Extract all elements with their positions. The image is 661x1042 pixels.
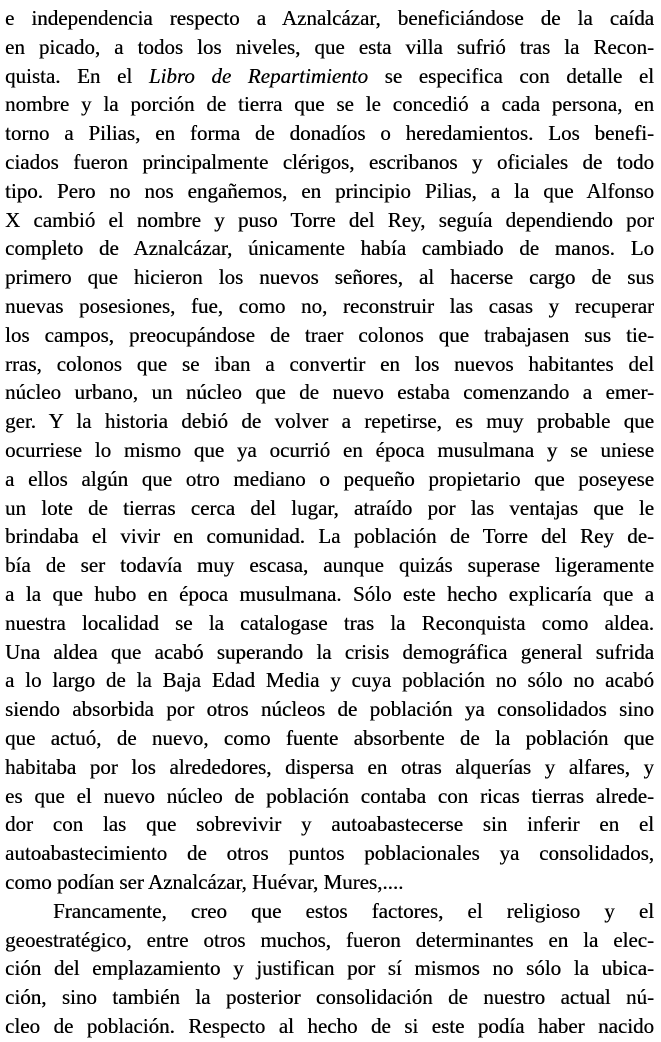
text-line [5,206,654,235]
paragraph [5,4,654,897]
text-line [5,638,654,667]
text-line [5,90,654,119]
text-segment: autoabastecimiento de otros puntos poblacionales ya consolidados, [5,841,654,866]
text-segment: ocurriese lo mismo que ya ocurrió en época musulmana y se uniese [5,437,654,462]
text-line [5,609,654,638]
text-segment: nuevas posesiones, fue, como no, reconstruir las casas y recuperar [5,293,654,318]
text-segment: tipo. Pero no nos engañemos, en principio Pilias, a la que Alfonso [5,178,654,203]
text-segment: ción del emplazamiento y justifican por sí mismos no sólo la ubica- [5,956,654,981]
text-segment: un lote de tierras cerca del lugar, atraído por las ventajas que le [5,495,654,520]
text-line [5,753,654,782]
text-segment: torno a Pilias, en forma de donadíos o heredamientos. Los benefi- [5,121,654,146]
text-line [5,666,654,695]
text-segment: X cambió el nombre y puso Torre del Rey, seguía dependiendo por [5,207,654,232]
text-line [5,350,654,379]
text-segment: Francamente, creo que estos factores, el religioso y el [53,898,654,923]
text-line [5,119,654,148]
text-segment: ciados fueron principalmente clérigos, escribanos y oficiales de todo [5,149,654,174]
text-line [5,782,654,811]
text-line [5,378,654,407]
text-line [5,724,654,753]
text-line [5,292,654,321]
text-line [5,177,654,206]
text-line [5,551,654,580]
text-segment: cleo de población. Respecto al hecho de si este podía haber nacido [5,1013,654,1038]
text-segment: primero que hicieron los nuevos señores, al hacerse cargo de sus [5,265,654,290]
text-segment: ger. Y la historia debió de volver a repetirse, es muy probable que [5,409,654,434]
text-line [5,926,654,955]
text-segment: Una aldea que acabó superando la crisis demográfica general sufrida [5,639,654,664]
text-line [5,695,654,724]
text-segment: como podían ser Aznalcázar, Huévar, Mures,.... [5,869,404,894]
paragraph [5,897,654,1041]
text-line [5,33,654,62]
text-line [5,321,654,350]
text-segment: nuestra localidad se la catalogase tras la Reconquista como aldea. [5,610,654,635]
text-line [5,494,654,523]
text-segment: nombre y la porción de tierra que se le concedió a cada persona, en [5,92,654,117]
text-line [5,148,654,177]
text-segment: es que el nuevo núcleo de población contaba con ricas tierras alrede- [5,783,654,808]
text-segment: dor con las que sobrevivir y autoabastecerse sin inferir en el [5,812,654,837]
text-segment: e independencia respecto a Aznalcázar, beneficiándose de la caída [5,6,654,30]
text-segment: los campos, preocupándose de traer colonos que trabajasen sus tie- [5,322,654,347]
text-segment: ción, sino también la posterior consolidación de nuestro actual nú- [5,985,654,1010]
text-line [5,62,654,91]
text-segment: geoestratégico, entre otros muchos, fueron determinantes en la elec- [5,927,654,952]
text-line [5,580,654,609]
text-line [5,436,654,465]
italic-book-title: Libro de Repartimiento [148,63,368,88]
text-segment: completo de Aznalcázar, únicamente había cambiado de manos. Lo [5,236,654,261]
text-line [5,4,654,33]
text-segment: en picado, a todos los niveles, que esta villa sufrió tras la Recon- [5,34,654,59]
text-line [5,810,654,839]
text-segment: a la que hubo en época musulmana. Sólo este hecho explicaría que a [5,581,654,606]
text-segment: núcleo urbano, un núcleo que de nuevo estaba comenzando a emer- [5,380,654,405]
text-segment: siendo absorbida por otros núcleos de población ya consolidados sino [5,697,654,722]
text-line [5,522,654,551]
text-line [5,1012,654,1041]
page-text [5,4,654,1041]
text-segment: a ellos algún que otro mediano o pequeño propietario que poseyese [5,466,654,491]
text-segment: habitaba por los alrededores, dispersa en otras alquerías y alfares, y [5,754,654,779]
text-line [5,234,654,263]
text-segment: brindaba el vivir en comunidad. La población de Torre del Rey de- [5,524,654,549]
text-line [5,407,654,436]
text-line [5,263,654,292]
text-segment: que actuó, de nuevo, como fuente absorbente de la población que [5,725,654,750]
text-segment: se especifica con detalle el [367,63,654,88]
text-line [5,983,654,1012]
text-segment: bía de ser todavía muy escasa, aunque quizás superase ligeramente [5,553,654,578]
text-segment: quista. En el [5,63,149,88]
text-line [5,897,654,926]
text-line [5,954,654,983]
text-line [5,465,654,494]
text-line [5,868,654,897]
text-segment: a lo largo de la Baja Edad Media y cuya población no sólo no acabó [5,668,654,693]
text-segment: rras, colonos que se iban a convertir en los nuevos habitantes del [5,351,654,376]
text-line [5,839,654,868]
